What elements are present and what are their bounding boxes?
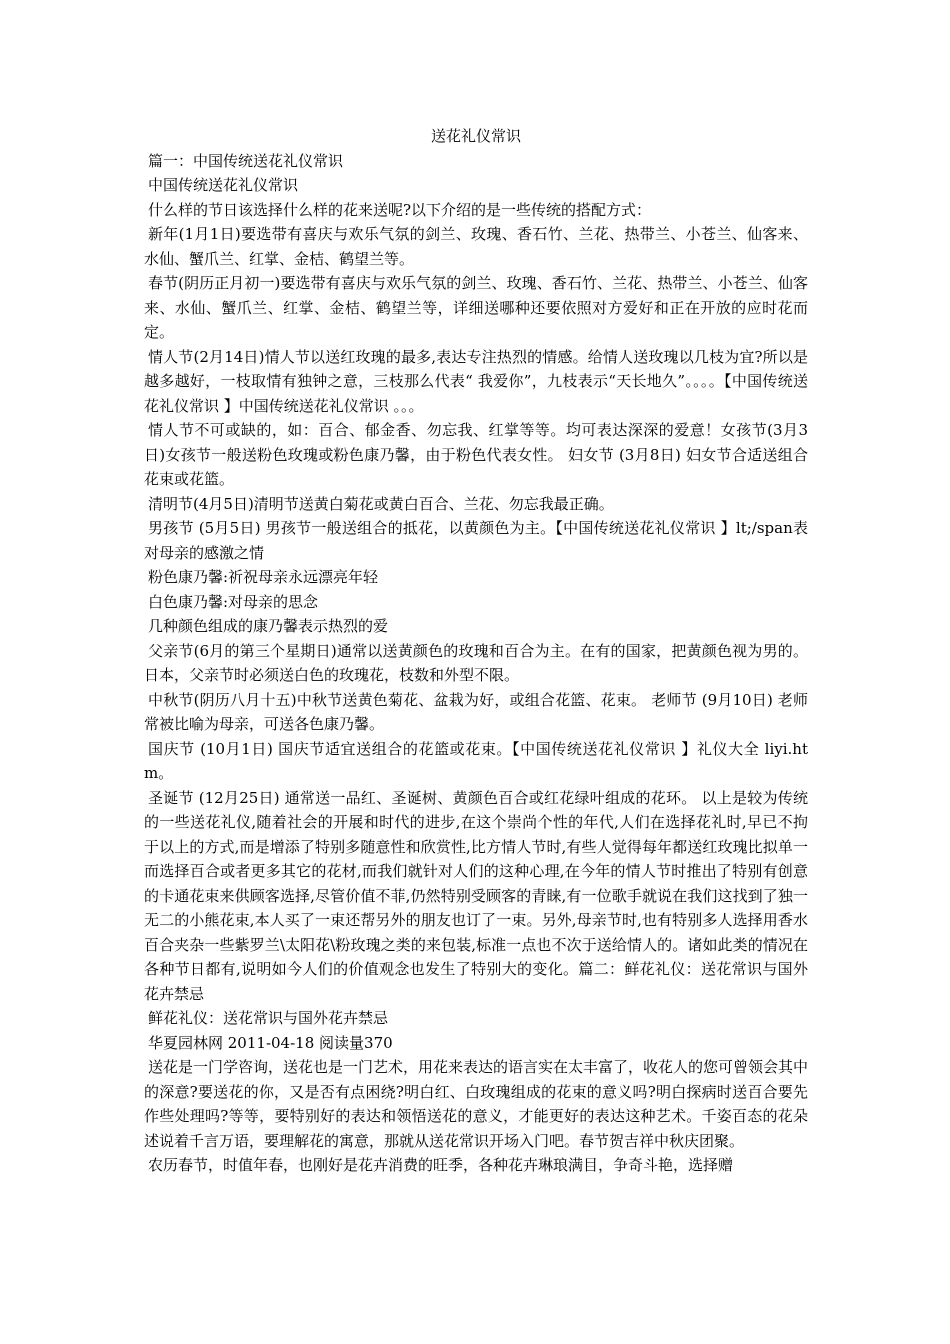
paragraph: 国庆节 (10月1日) 国庆节适宜送组合的花篮或花束。【中国传统送花礼仪常识 】礼仪大全 liyi.htm。 (144, 739, 808, 782)
paragraph: 情人节(2月14日)情人节以送红玫瑰的最多,表达专注热烈的情感。给情人送玫瑰以几枝为宜?所以是越多越好，一枝取情有独钟之意，三枝那么代表“ 我爱你”，九枝表示“天长地久”。。。。【中国传统送花礼仪常识 】中国传统送花礼仪常识 。。。 (144, 347, 808, 415)
paragraph: 清明节(4月5日)清明节送黄白菊花或黄白百合、兰花、勿忘我最正确。 (148, 494, 614, 513)
paragraph: 新年(1月1日)要选带有喜庆与欢乐气氛的剑兰、玫瑰、香石竹、兰花、热带兰、小苍兰、仙客来、水仙、蟹爪兰、红掌、金桔、鹤望兰等。 (144, 225, 808, 268)
paragraph: 圣诞节 (12月25日) 通常送一品红、圣诞树、黄颜色百合或红花绿叶组成的花环。 以上是较为传统的一些送花礼仪,随着社会的开展和时代的进步,在这个崇尚个性的年代,人们在选择花礼时,早已不拘于以上的方式,而是增添了特别多随意性和欣赏性,比方情人节时,有些人觉得每年都送红玫瑰比拟单一而选择百合或者更多其它的花材,而我们就针对人们的这种心理,在今年的情人节时推出了特别有创意的卡通花束来供顾客选择,尽管价值不菲,仍然特别受顾客的青睐,有一位歌手就说在我们这找到了独一无二的小熊花束,本人买了一束还帮另外的朋友也订了一束。另外,母亲节时,也有特别多人选择用香水百合夹杂一些紫罗兰\太阳花\粉玫瑰之类的来包装,标准一点也不次于送给情人的。诸如此类的情况在各种节日都有,说明如今人们的价值观念也发生了特别大的变化。篇二：鲜花礼仪：送花常识与国外花卉禁忌 (144, 788, 808, 1003)
paragraph: 情人节不可或缺的，如：百合、郁金香、勿忘我、红掌等等。均可表达深深的爱意！女孩节(3月3日)女孩节一般送粉色玫瑰或粉色康乃馨，由于粉色代表女性。 妇女节 (3月8日) 妇女节合适送组合花束或花篮。 (144, 421, 808, 488)
paragraph: 春节(阴历正月初一)要选带有喜庆与欢乐气氛的剑兰、玫瑰、香石竹、兰花、热带兰、小苍兰、仙客来、水仙、蟹爪兰、红掌、金桔、鹤望兰等，详细送哪种还要依照对方爱好和正在开放的应时花而定。 (144, 274, 808, 341)
paragraph: 送花是一门学咨询，送花也是一门艺术，用花来表达的语言实在太丰富了，收花人的您可曾领会其中的深意?要送花的你，又是否有点困绕?明白红、白玫瑰组成的花束的意义吗?明白探病时送百合要先作些处理吗?等等，要特别好的表达和领悟送花的意义，才能更好的表达这种艺术。千姿百态的花朵述说着千言万语，要理解花的寓意，那就从送花常识开场入门吧。春节贺吉祥中秋庆团聚。 (144, 1058, 809, 1150)
paragraph: 男孩节 (5月5日) 男孩节一般送组合的抵花，以黄颜色为主。【中国传统送花礼仪常识 】lt;/span表对母亲的感激之情 (144, 519, 808, 562)
paragraph: 篇一：中国传统送花礼仪常识 (148, 151, 344, 170)
paragraph: 中国传统送花礼仪常识 (148, 176, 299, 194)
paragraph: 父亲节(6月的第三个星期日)通常以送黄颜色的玫瑰和百合为主。在有的国家，把黄颜色视为男的。日本，父亲节时必须送白色的玫瑰花，枝数和外型不限。 (144, 641, 808, 684)
document-body (144, 124, 808, 1178)
paragraph: 白色康乃馨:对母亲的思念 (148, 592, 319, 611)
paragraph: 粉色康乃馨:祈祝母亲永远漂亮年轻 (148, 568, 379, 586)
paragraph: 鲜花礼仪：送花常识与国外花卉禁忌 (148, 1009, 389, 1027)
paragraph: 中秋节(阴历八月十五)中秋节送黄色菊花、盆栽为好，或组合花篮、花束。 老师节 (9月10日) 老师常被比喻为母亲，可送各色康乃馨。 (144, 690, 808, 733)
paragraph: 几种颜色组成的康乃馨表示热烈的爱 (148, 617, 389, 635)
document-title: 送花礼仪常识 (430, 127, 521, 145)
paragraph: 什么样的节日该选择什么样的花来送呢?以下介绍的是一些传统的搭配方式： (148, 200, 652, 219)
paragraph: 农历春节，时值年春，也刚好是花卉消费的旺季，各种花卉琳琅满目，争奇斗艳，选择赠 (148, 1156, 734, 1174)
paragraph: 华夏园林网 2011-04-18 阅读量370 (148, 1033, 393, 1052)
